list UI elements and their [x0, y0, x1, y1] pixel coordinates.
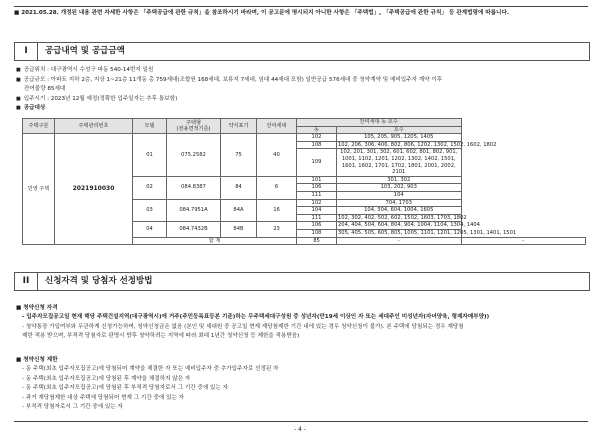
header-code: 주택관리번호	[55, 119, 133, 134]
restriction-block	[16, 356, 588, 412]
area-01: 075.2582	[167, 134, 221, 177]
section-title: 공급내역 및 공급금액	[45, 46, 125, 56]
dong-cell: 108	[297, 229, 337, 237]
info-scale: ■ 공급규모 : 아파트 지하 2층, 지상 1~21층 11개동 총 759세대(조합원 168세대, 보류지 7세대, 임대 44세대 포함) 일반공급 576세대 중 청약계약 및 예비입주자 계약 이후	[16, 76, 443, 83]
model-03: 03	[133, 199, 167, 222]
units-02: 6	[257, 176, 297, 199]
header-units: 잔여세대	[257, 119, 297, 134]
area-02: 084.8387	[167, 176, 221, 199]
area-04: 084.7432B	[167, 222, 221, 237]
info-remaining: 잔여물량 85세대	[24, 86, 66, 92]
header-area: 주택형 (전용면적기준)	[167, 119, 221, 134]
model-01: 01	[133, 134, 167, 177]
ho-cell: 104	[337, 191, 462, 199]
management-number: 2021910030	[55, 134, 133, 245]
section-number: I	[15, 43, 38, 60]
restriction-heading: ■ 청약신청 제한	[16, 357, 58, 363]
ho-cell: 301, 302	[337, 176, 462, 184]
total-units: 85	[297, 237, 337, 245]
restriction-item: - 부적격 당첨자로서 그 기간 중에 있는 자	[22, 404, 123, 411]
header-dong: 동	[297, 126, 337, 134]
ho-cell: 305, 405, 505, 605, 805, 1005, 1101, 1201, 1205, 1301, 1401, 1501	[338, 229, 517, 236]
footer-divider	[14, 421, 588, 422]
section-header-qualification	[14, 272, 590, 291]
qualification-line-1: - 입주자모집공고일 현재 해당 주택건설지역(대구광역시)에 거주(주민등록표등본 기준)하는 무주택세대구성원 중 성년자(만19세 이상인 자 또는 세대주인 미성년자(자녀양육, 형제자매부양))	[22, 314, 490, 321]
header-ho: 호수	[337, 126, 462, 134]
dong-cell: 111	[297, 214, 337, 222]
dong-cell: 102	[297, 134, 337, 142]
dong-cell: 111	[297, 191, 337, 199]
model-02: 02	[133, 176, 167, 199]
dong-cell: 106	[297, 222, 337, 230]
ho-cell: 102, 206, 306, 406, 802, 806, 1202, 1302, 1502, 1602, 1802	[338, 141, 497, 148]
area-03: 084.7951A	[167, 199, 221, 222]
short-03: 84A	[221, 199, 257, 222]
header-model: 모델	[133, 119, 167, 134]
table-header-row	[23, 119, 586, 127]
supply-info	[16, 66, 588, 114]
info-move-in: ■ 입주시기 : 2023년 12월 예정(정확한 입주일자는 추후 통보함)	[16, 95, 178, 102]
units-04: 23	[257, 222, 297, 237]
total-ho: -	[461, 237, 586, 245]
dong-cell: 109	[297, 149, 337, 176]
total-label: 합 계	[133, 237, 297, 245]
section-header-supply	[14, 42, 590, 61]
supply-table	[22, 118, 586, 245]
restriction-item: - 동 주택(최초 입주자모집공고)에 당첨된 후 부적격 당첨자로서 그 기간 중에 있는 자	[22, 385, 229, 392]
dong-cell: 106	[297, 184, 337, 192]
page-number: - 4 -	[294, 426, 306, 433]
ho-cell: 105, 205, 905, 1205, 1405	[337, 134, 462, 142]
dong-cell: 102	[297, 199, 337, 207]
ho-cell: 104, 304, 604, 1004, 1605	[337, 207, 462, 215]
ho-cell: 102, 302, 402, 502, 602, 1502, 1603, 1703, 1802	[338, 214, 467, 221]
restriction-item: - 동 주택(최초 입주자모집공고)에 당첨된 후 계약을 체결하지 않은 자	[22, 375, 191, 382]
short-02: 84	[221, 176, 257, 199]
short-01: 75	[221, 134, 257, 177]
ho-cell: 103, 202, 903	[337, 184, 462, 192]
housing-type: 민영 주택	[23, 134, 55, 245]
section-title: 신청자격 및 당첨자 선정방법	[45, 276, 153, 286]
ho-cell: 102, 201, 301, 302, 601, 602, 801, 802, 901, 1001, 1102, 1201, 1202, 1302, 1402, 1501, 1601, 1602, 1701, 1702, 1801, 2001, 2002, 2101	[337, 149, 462, 176]
table-row	[23, 134, 586, 142]
units-01: 40	[257, 134, 297, 177]
header-detail: 잔여세대 동·호수	[297, 119, 462, 127]
info-target: ■ 공급대상	[16, 105, 46, 111]
section-number: II	[15, 273, 38, 290]
qualification-line-2: - 청약통장 가입여부와 무관하게 신청가능하며, 청약신청금은 없음 (본인 및 세대원 중 공고일 현재 재당첨제한 기간 내에 있는 경우 청약신청이 불가). 본 주택에 당첨되는 경우 재당첨	[22, 323, 464, 330]
restriction-item: - 동 주택(최초 입주자모집공고)에 당첨되어 계약을 체결한 자 또는 예비입주자 중 추가입주자로 선정된 자	[22, 366, 279, 373]
restriction-item: - 과거 재당첨제한 대상 주택에 당첨되어 현재 그 기간 중에 있는 자	[22, 394, 185, 401]
model-04: 04	[133, 222, 167, 237]
total-dong: -	[337, 237, 462, 245]
qualification-block	[16, 304, 588, 342]
dong-cell: 108	[297, 141, 337, 149]
short-04: 84B	[221, 222, 257, 237]
header-type: 주택구분	[23, 119, 55, 134]
dong-cell: 104	[297, 207, 337, 215]
units-03: 16	[257, 199, 297, 222]
top-note: ■ 2021.05.28. 개정된 내용 관련 자세한 사항은 「주택공급에 관한 규칙」을 참조하시기 바라며, 이 공고문에 명시되지 아니한 사항은 「주택법」, 「주택공급에 관한 규칙」 등 관계법령에 따릅니다.	[14, 6, 588, 18]
dong-cell: 101	[297, 176, 337, 184]
qualification-line-3: 제한 적용 받으며, 부적격 당첨자로 판명시 향후 청약하려는 지역에 따라 최대 1년간 청약신청 등 제한을 적용받음)	[22, 333, 300, 340]
ho-cell: 704, 1703	[337, 199, 462, 207]
ho-cell: 204, 404, 504, 604, 804, 904, 1004, 1104, 1304, 1404	[338, 222, 480, 229]
header-short: 약식표기	[221, 119, 257, 134]
qualification-heading: ■ 청약신청 자격	[16, 305, 58, 311]
info-location: ■ 공급위치 : 대구광역시 수성구 파동 540-14번지 일원	[16, 67, 154, 73]
